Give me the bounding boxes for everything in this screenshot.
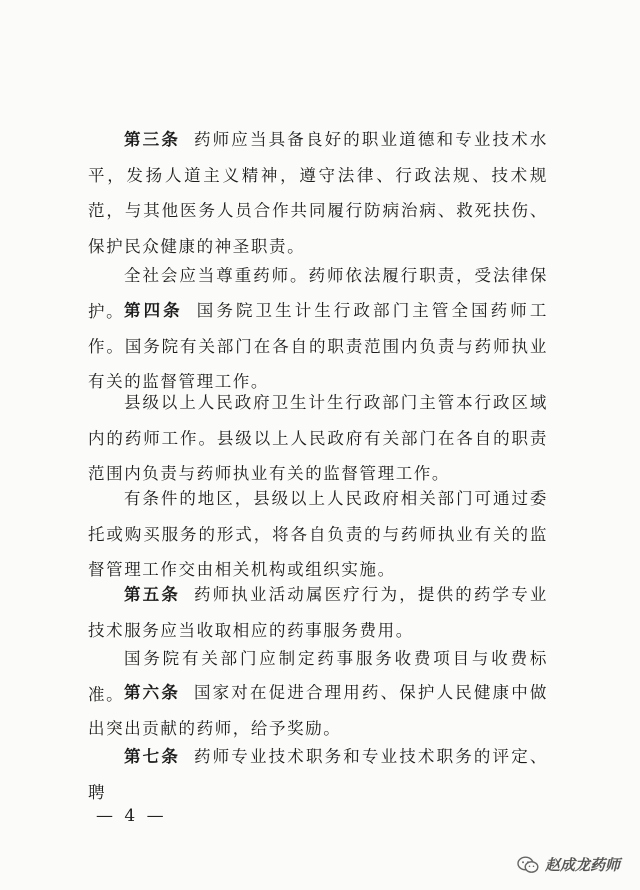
paragraph-text: 药师专业技术职务和专业技术职务的评定、聘 bbox=[88, 747, 548, 802]
paragraph-article-5 bbox=[88, 577, 548, 648]
watermark bbox=[517, 854, 620, 875]
paragraph-article-6 bbox=[88, 675, 548, 746]
paragraph-text: 有条件的地区，县级以上人民政府相关部门可通过委托或购买服务的形式，将各自负责的与药师执业有关的监督管理工作交由相关机构或组织实施。 bbox=[88, 489, 548, 579]
paragraph-article-4-county bbox=[88, 385, 548, 492]
article-heading: 第七条 bbox=[124, 747, 180, 766]
paragraph-article-4 bbox=[88, 293, 548, 400]
article-heading: 第六条 bbox=[124, 683, 180, 702]
article-heading: 第五条 bbox=[124, 585, 180, 604]
paragraph-text: 国家对在促进合理用药、保护人民健康中做出突出贡献的药师，给予奖励。 bbox=[88, 683, 548, 738]
paragraph-text: 全社会应当尊重药师。药师依法履行职责，受法律保护。 bbox=[88, 266, 548, 321]
paragraph-text: 国务院有关部门应制定药事服务收费项目与收费标准。 bbox=[88, 649, 548, 704]
paragraph-article-7 bbox=[88, 739, 548, 810]
paragraph-article-4-regions bbox=[88, 481, 548, 588]
wechat-icon bbox=[517, 856, 539, 874]
paragraph-text: 县级以上人民政府卫生计生行政部门主管本行政区域内的药师工作。县级以上人民政府有关部门在各自的职责范围内负责与药师执业有关的监督管理工作。 bbox=[88, 393, 548, 483]
article-heading: 第四条 bbox=[124, 301, 183, 320]
article-heading: 第三条 bbox=[124, 130, 180, 149]
page-number: — 4 — bbox=[96, 806, 167, 826]
paragraph-text: 药师执业活动属医疗行为，提供的药学专业技术服务应当收取相应的药事服务费用。 bbox=[88, 585, 548, 640]
paragraph-text: 国务院卫生计生行政部门主管全国药师工作。国务院有关部门在各自的职责范围内负责与药师执业有关的监督管理工作。 bbox=[88, 301, 548, 391]
paragraph-text: 药师应当具备良好的职业道德和专业技术水平，发扬人道主义精神，遵守法律、行政法规、技术规范，与其他医务人员合作共同履行防病治病、救死扶伤、保护民众健康的神圣职责。 bbox=[88, 130, 548, 256]
paragraph-article-3 bbox=[88, 122, 548, 264]
watermark-text: 赵成龙药师 bbox=[544, 856, 620, 874]
